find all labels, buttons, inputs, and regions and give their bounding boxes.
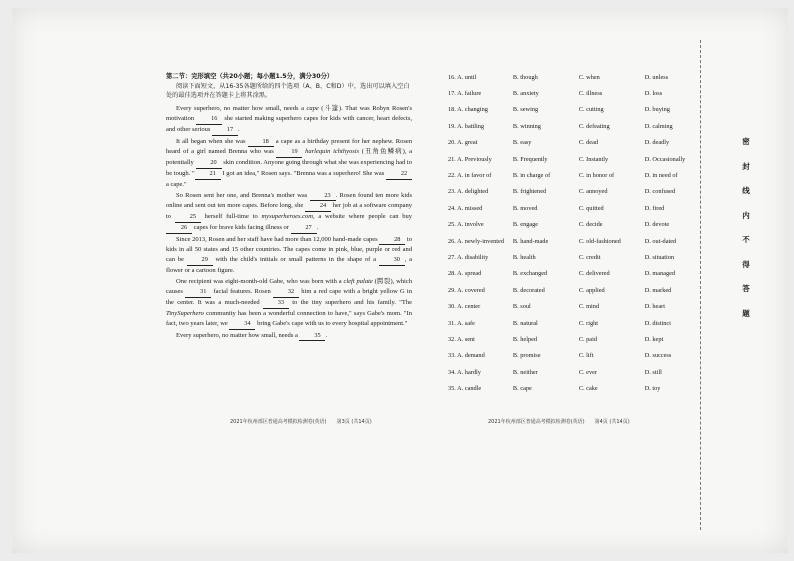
option-cell: 28. A. spread [448,270,482,278]
option-row [448,151,698,167]
option-cell: D. marked [644,286,672,294]
option-cell: B. engage [512,221,539,229]
option-cell: D. deadly [644,139,670,147]
italic-term: TinySuperhero [166,309,204,317]
passage-text: , a flower or a cartoon figure. [166,256,413,275]
passage-text: to the tiny superhero and his family. "The [288,299,412,307]
option-cell: B. frightened [512,188,547,196]
option-cell: C. right [578,319,599,327]
option-row [448,298,698,314]
passage-text: facial features. Rosen [211,288,274,296]
passage-text: It all began when she was [176,137,248,145]
option-row [448,331,698,347]
seal-dashed-line [700,40,701,530]
blank-number: 33 [263,298,289,309]
passage-text: (斗篷). That was Robyn Rosen's motivation [166,104,412,123]
option-row [448,69,698,85]
option-cell: B. sewing [512,106,539,114]
passage-text: community has been a wonderful connection to have," says Gabe's mom. "In fact, two years later, we [166,309,412,327]
passage-text: (腭裂), which causes [166,278,413,296]
option-cell: 33. A. demand [448,352,485,360]
seal-char: 不 [742,235,750,244]
option-row [448,118,698,134]
option-cell: 24. A. missed [448,204,483,212]
option-cell: B. easy [512,139,532,147]
option-row [448,217,698,233]
option-row [448,315,698,331]
option-cell: C. defeating [578,122,610,130]
option-cell: 19. A. battling [448,122,485,130]
seal-char: 线 [742,186,750,195]
passage-text: One recipient was eight-month-old Gabe, who was born with a [176,278,344,286]
passage-text: her job at a software company to [166,202,413,221]
option-cell: B. anxiety [512,90,539,98]
page-footer-right: 2021年杭州部区普通高考模拟检测卷(英语) 第4页 (共14页) [488,419,630,425]
seal-char: 封 [742,161,750,171]
option-cell: B. promise [512,352,541,360]
option-cell: 20. A. great [448,139,478,147]
seal-warning [739,136,753,332]
option-row [448,266,698,282]
passage-text: Since 2013, Rosen and her staff have had more than 12,000 hand-made capes [176,235,380,243]
seal-char: 题 [742,308,750,318]
option-cell: 21. A. Previously [448,155,492,163]
passage [166,104,412,341]
blank-number: 27 [291,223,317,234]
passage-text: capes for brave kids facing illness or [192,223,291,231]
option-cell: 25. A. involve [448,221,484,229]
blank-number: 18 [248,137,274,148]
option-cell: D. buying [644,106,670,114]
option-cell: C. dead [578,139,599,147]
passage-text: , a website where people can buy [312,213,412,221]
passage-text: a cape." [166,180,187,188]
seal-char: 密 [742,137,750,146]
option-cell: D. loss [644,90,663,98]
option-cell: D. distinct [644,319,671,327]
option-cell: 35. A. candle [448,385,482,393]
option-cell: C. mind [578,303,600,311]
blank-number: 25 [175,212,201,223]
passage-text: Every superhero, no matter how small, needs a [176,104,307,112]
seal-char: 得 [742,259,750,269]
passage-paragraph [166,104,412,136]
option-cell: D. managed [644,270,676,278]
passage-text: Every superhero, no matter how small, needs a [176,331,300,339]
seal-char: 答 [742,284,750,293]
blank-number: 22 [386,169,412,180]
option-cell: 23. A. delighted [448,188,489,196]
passage-paragraph [166,235,412,277]
option-cell: B. neither [512,368,538,376]
option-cell: B. in charge of [512,172,551,180]
passage-text: she started making superhero capes for kids with cancer, heart defects, and other serious [166,115,412,133]
option-cell: B. soul [512,303,531,311]
passage-text: a cape as a birthday present for her nephew. Rosen heard of a girl named Brenna who was [166,137,412,156]
option-cell: 26. A. newly-invented [448,237,504,245]
option-cell: D. success [644,352,672,360]
option-cell: C. old-fashioned [578,237,621,245]
option-cell: C. credit [578,253,601,261]
option-cell: B. exchanged [512,270,548,278]
seal-char: 内 [742,210,750,220]
section-title: 第二节：完形填空（共20小题；每小题1.5分，满分30分） [166,73,334,80]
option-cell: B. though [512,73,538,81]
passage-text: . [238,125,240,133]
option-cell: 31. A. safe [448,319,475,327]
option-row [448,85,698,101]
option-row [448,135,698,151]
blank-number: 34 [229,319,255,330]
option-cell: B. natural [512,319,538,327]
passage-paragraph [166,277,412,329]
passage-text: . Rosen found ten more kids online and sent out ten more capes. Before long, she [166,191,413,210]
option-cell: 22. A. in favor of [448,172,492,180]
option-cell: B. winning [512,122,541,130]
blank-number: 28 [379,235,405,246]
option-row [448,233,698,249]
passage-text: him a red cape with a bright yellow G in the center. It was a much-needed [166,288,412,307]
option-cell: C. quitted [578,204,604,212]
option-cell: 27. A. disability [448,253,489,261]
blank-number: 31 [185,287,211,298]
option-cell: C. lift [578,352,594,360]
option-cell: D. situation [644,253,675,261]
blank-number: 30 [379,255,405,266]
instructions: 阅读下面短文，从16-35各题所给的四个选项（A、B、C和D）中，选出可以填入空白处的最佳选项并在答题卡上将其涂黑。 [166,82,410,100]
blank-number: 19 [276,147,302,158]
option-cell: B. health [512,253,536,261]
option-cell: D. fired [644,204,665,212]
option-row [448,167,698,183]
option-cell: B. decorated [512,286,545,294]
option-cell: D. Occasionally [644,155,686,163]
option-cell: B. moved [512,204,538,212]
option-cell: D. still [644,368,662,376]
option-cell: C. annoyed [578,188,608,196]
option-row [448,282,698,298]
options-table [448,69,698,397]
italic-term: cleft palate [343,278,373,286]
italic-term: harlequin ichthyosis [305,148,360,156]
option-cell: C. illness [578,90,603,98]
blank-number: 24 [305,201,331,212]
option-cell: C. ever [578,368,597,376]
passage-text: skin condition. Anyone going through what she was experiencing had to be tough. " [166,159,412,177]
passage-text: (丑角鱼鳞病), a potentially [166,148,412,167]
passage-text: with the child's initials or small patterns in the shape of a [212,256,379,264]
option-row [448,200,698,216]
passage-text: to kids in all 50 states and 15 other countries. The capes come in pink, blue, purple or red and can be [166,235,412,264]
passage-text: . [325,331,328,339]
option-cell: C. decide [578,221,603,229]
option-cell: D. calming [644,122,673,130]
passage-paragraph [166,137,412,190]
option-cell: D. unless [644,73,669,81]
option-cell: 16. A. until [448,73,477,81]
option-cell: C. when [578,73,600,81]
option-cell: D. in need of [644,172,678,180]
option-cell: 32. A. sent [448,335,475,343]
option-cell: 30. A. center [448,303,481,311]
option-cell: D. kept [644,335,664,343]
option-cell: C. applied [578,286,605,294]
blank-number: 35 [299,331,325,342]
option-cell: B. cape [512,385,532,393]
italic-term: mysuperheroes.com [261,213,313,221]
option-cell: C. in honor of [578,172,615,180]
passage-text: herself full-time to [200,213,262,221]
option-cell: B. helped [512,335,538,343]
passage-text: I got an idea," Rosen says. "Brenna was a superhero! She was [220,169,386,177]
blank-number: 17 [212,125,238,136]
option-cell: C. cutting [578,106,604,114]
option-cell: C. cake [578,385,598,393]
passage-text: So Rosen sent her one, and Brenna's mother was [176,191,310,199]
blank-number: 26 [166,223,192,234]
option-cell: C. delivered [578,270,610,278]
blank-number: 32 [273,287,299,298]
option-cell: C. Instantly [578,155,609,163]
blank-number: 16 [196,114,222,125]
passage-paragraph [166,191,412,234]
option-cell: C. paid [578,335,598,343]
option-cell: 18. A. changing [448,106,488,114]
italic-term: cape [306,104,319,112]
option-cell: D. toy [644,385,661,393]
blank-number: 29 [187,255,213,266]
passage-text: bring Gabe's cape with us to every hospital appointment." [255,319,408,327]
option-row [448,348,698,364]
option-cell: D. heart [644,303,665,311]
option-cell: D. confused [644,188,676,196]
option-row [448,380,698,396]
blank-number: 21 [195,169,221,180]
option-row [448,184,698,200]
passage-text: . [316,223,319,231]
option-cell: 29. A. covered [448,286,485,294]
blank-number: 23 [310,191,336,202]
option-row [448,102,698,118]
option-cell: D. devote [644,221,670,229]
option-cell: D. out-dated [644,237,677,245]
option-cell: 17. A. failure [448,90,482,98]
cloze-passage-page [166,72,412,342]
blank-number: 20 [196,158,222,169]
option-cell: 34. A. hardly [448,368,481,376]
option-row [448,364,698,380]
option-cell: B. hand-made [512,237,549,245]
option-cell: B. Frequently [512,155,548,163]
passage-paragraph [166,331,412,342]
option-row [448,249,698,265]
page-footer-left: 2021年杭州部区普通高考模拟检测卷(英语) 第3页 (共14页) [230,419,372,425]
